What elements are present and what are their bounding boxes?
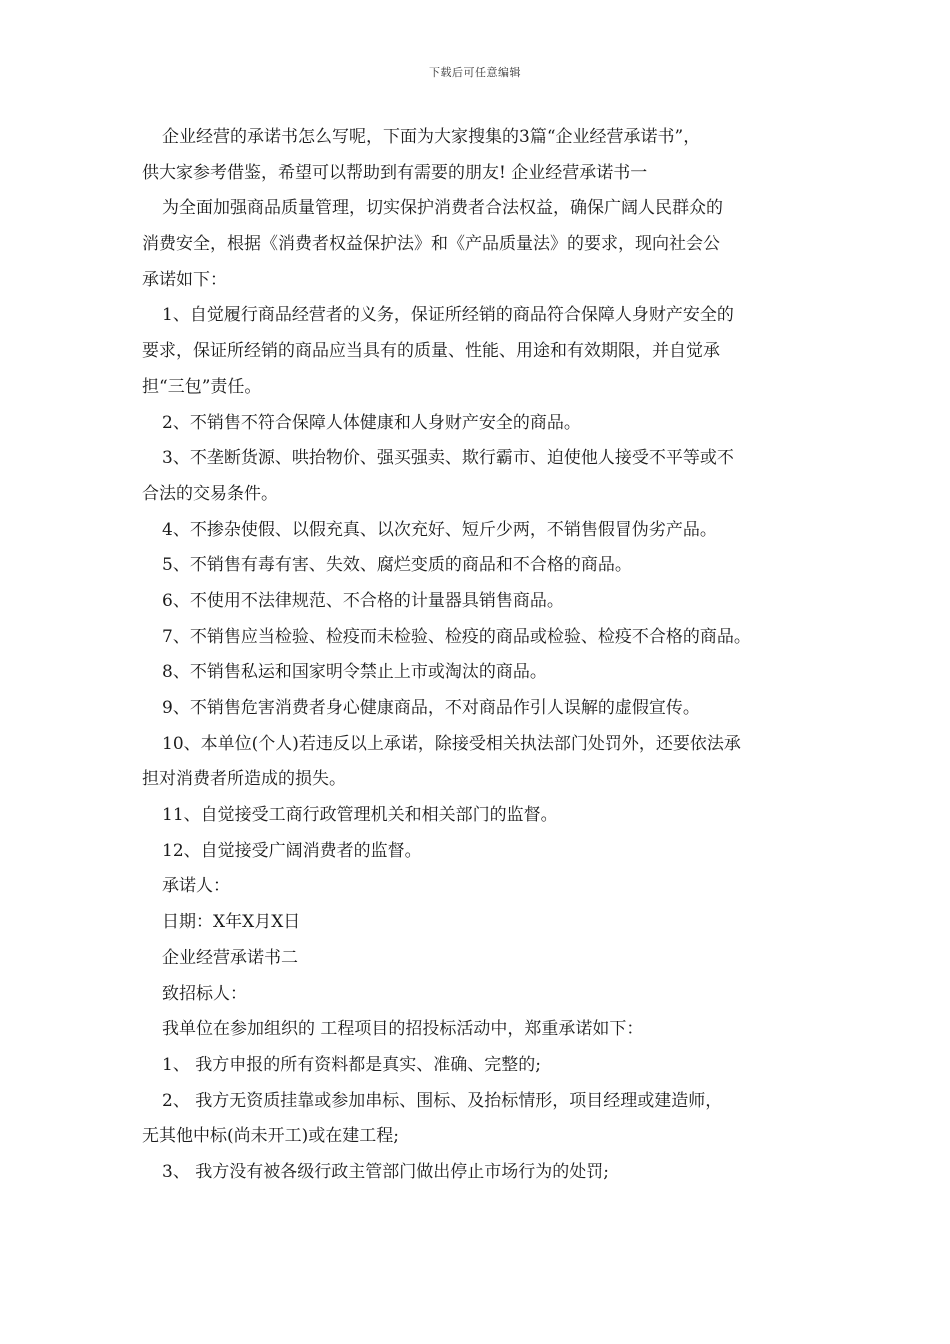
text-line: 企业经营的承诺书怎么写呢，下面为大家搜集的3篇“企业经营承诺书”，	[162, 127, 701, 147]
text-line: 3、 我方没有被各级行政主管部门做出停止市场行为的处罚;	[162, 1161, 609, 1182]
page-header-note: 下载后可任意编辑	[429, 66, 521, 79]
text-line: 要求，保证所经销的商品应当具有的质量、性能、用途和有效期限，并自觉承	[142, 341, 720, 362]
text-line: 承诺如下：	[142, 269, 227, 290]
text-line: 10、本单位(个人)若违反以上承诺，除接受相关执法部门处罚外，还要依法承	[162, 733, 741, 754]
text-line: 7、不销售应当检验、检疫而未检验、检疫的商品或检验、检疫不合格的商品。	[162, 626, 751, 647]
text-line: 6、不使用不法律规范、不合格的计量器具销售商品。	[162, 590, 564, 611]
text-line: 5、不销售有毒有害、失效、腐烂变质的商品和不合格的商品。	[162, 555, 632, 576]
text-line: 9、不销售危害消费者身心健康商品，不对商品作引人误解的虚假宣传。	[162, 698, 700, 718]
text-line: 承诺人：	[162, 876, 230, 897]
text-line: 企业经营承诺书二	[162, 947, 298, 968]
text-line: 4、不掺杂使假、以假充真、以次充好、短斤少两，不销售假冒伪劣产品。	[162, 519, 717, 540]
text-line: 1、自觉履行商品经营者的义务，保证所经销的商品符合保障人身财产安全的	[162, 305, 734, 326]
text-line: 日期：X年X月X日	[162, 912, 301, 933]
text-line: 为全面加强商品质量管理，切实保护消费者合法权益，确保广阔人民群众的	[162, 198, 723, 219]
text-line: 致招标人：	[162, 983, 247, 1004]
text-line: 11、自觉接受工商行政管理机关和相关部门的监督。	[162, 805, 558, 826]
text-line: 8、不销售私运和国家明令禁止上市或淘汰的商品。	[162, 662, 547, 683]
text-line: 3、不垄断货源、哄抬物价、强买强卖、欺行霸市、迫使他人接受不平等或不	[162, 448, 734, 469]
text-line: 12、自觉接受广阔消费者的监督。	[162, 840, 422, 861]
text-line: 我单位在参加组织的 工程项目的招投标活动中，郑重承诺如下：	[162, 1019, 644, 1040]
text-line: 合法的交易条件。	[142, 483, 278, 504]
text-line: 2、不销售不符合保障人体健康和人身财产安全的商品。	[162, 412, 581, 433]
text-line: 无其他中标(尚未开工)或在建工程;	[142, 1126, 399, 1147]
text-line: 担“三包”责任。	[142, 376, 262, 397]
text-line: 1、 我方申报的所有资料都是真实、准确、完整的;	[162, 1054, 541, 1075]
document-body	[142, 120, 822, 1191]
text-line: 2、 我方无资质挂靠或参加串标、围标、及抬标情形，项目经理或建造师，	[162, 1090, 723, 1111]
text-line: 担对消费者所造成的损失。	[142, 769, 346, 790]
text-line: 消费安全，根据《消费者权益保护法》和《产品质量法》的要求，现向社会公	[142, 234, 720, 255]
text-line: 供大家参考借鉴，希望可以帮助到有需要的朋友! 企业经营承诺书一	[142, 162, 648, 183]
